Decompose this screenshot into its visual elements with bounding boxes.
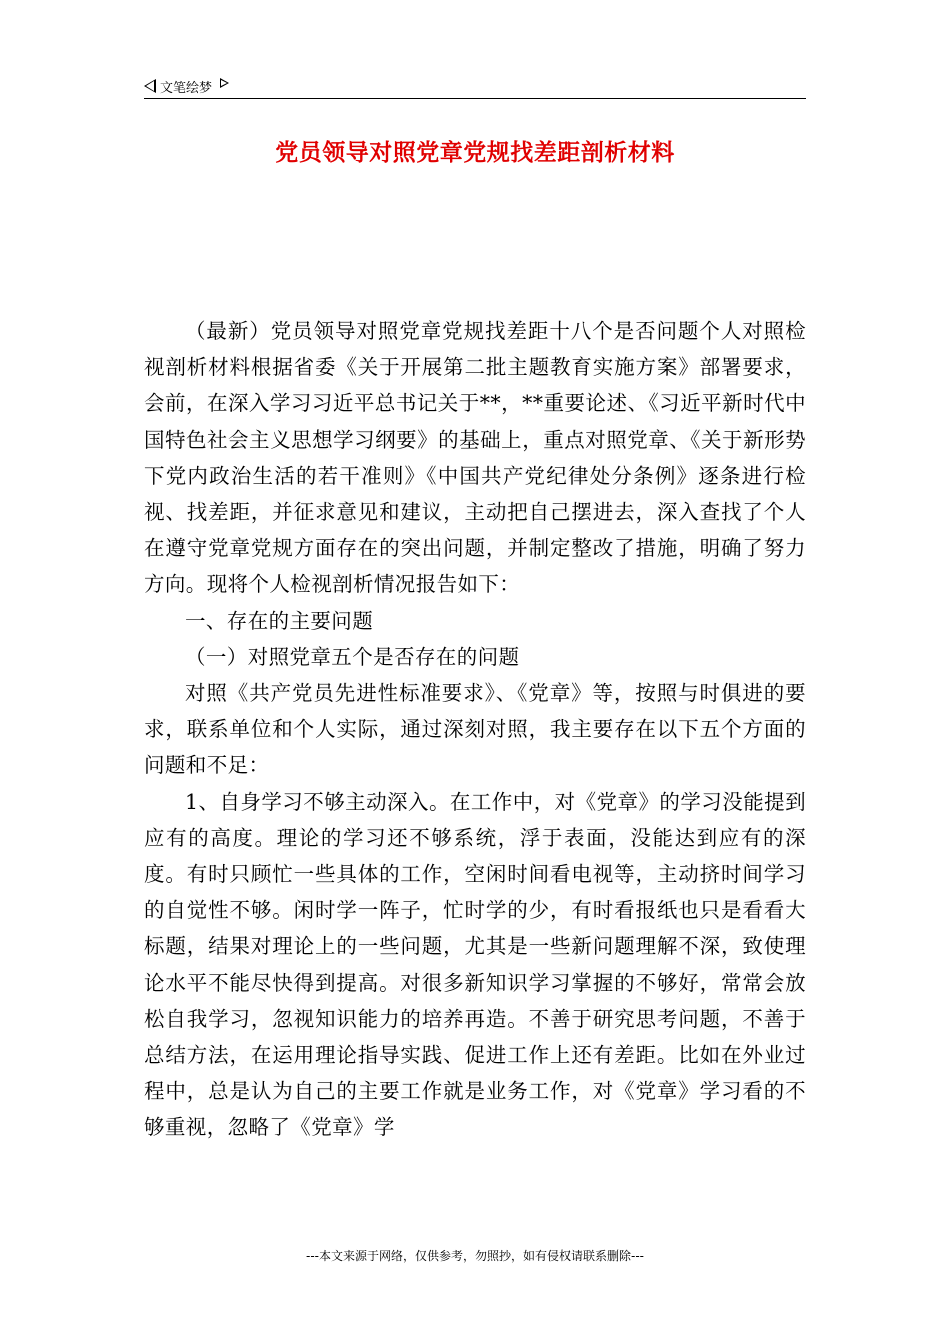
triangle-left-icon [144, 79, 156, 93]
paragraph: 1、自身学习不够主动深入。在工作中，对《党章》的学习没能提到应有的高度。理论的学习还不够系统，浮于表面，没能达到应有的深度。有时只顾忙一些具体的工作，空闲时间看电视等，主动挤时间学习的自觉性不够。闲时学一阵子，忙时学的少，有时看报纸也只是看看大标题，结果对理论上的一些问题，尤其是一些新问题理解不深，致使理论水平不能尽快得到提高。对很多新知识学习掌握的不够好，常常会放松自我学习，忽视知识能力的培养再造。不善于研究思考问题，不善于总结方法，在运用理论指导实践、促进工作上还有差距。比如在外业过程中，总是认为自己的主要工作就是业务工作，对《党章》学习看的不够重视，忽略了《党章》学 [144, 789, 806, 1140]
subsection-heading: （一）对照党章五个是否存在的问题 [185, 644, 520, 669]
paragraph-intro: （最新）党员领导对照党章党规找差距十八个是否问题个人对照检视剖析材料根据省委《关于开展第二批主题教育实施方案》部署要求，会前，在深入学习习近平总书记关于**，**重要论述、《习近平新时代中国特色社会主义思想学习纲要》的基础上，重点对照党章、《关于新形势下党内政治生活的若干准则》《中国共产党纪律处分条例》逐条进行检视、找差距，并征求意见和建议，主动把自己摆进去，深入查找了个人在遵守党章党规方面存在的突出问题，并制定整改了措施，明确了努力方向。现将个人检视剖析情况报告如下： [144, 319, 806, 597]
section-heading: 一、存在的主要问题 [185, 608, 374, 633]
document-title: 党员领导对照党章党规找差距剖析材料 [275, 139, 675, 166]
page-header [144, 74, 806, 98]
header-divider [144, 98, 806, 99]
page-footer: ---本文来源于网络，仅供参考，勿照抄，如有侵权请联系删除--- [306, 1249, 644, 1263]
triangle-right-icon [220, 78, 229, 88]
header-brand: 文笔绘梦 [160, 80, 213, 96]
paragraph: 对照《共产党员先进性标准要求》、《党章》等，按照与时俱进的要求，联系单位和个人实际，通过深刻对照，我主要存在以下五个方面的问题和不足： [144, 681, 806, 778]
document-body [144, 313, 806, 1146]
